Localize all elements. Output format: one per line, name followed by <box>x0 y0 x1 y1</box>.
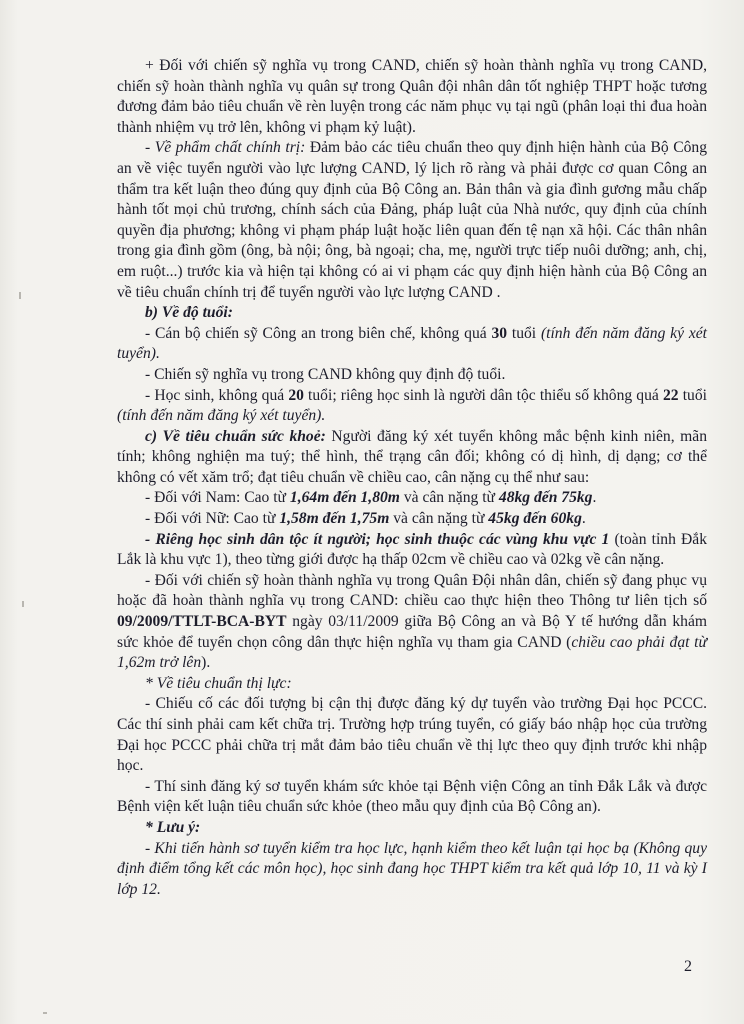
text-run: và cân nặng từ <box>399 489 499 507</box>
text-run: * Về tiêu chuẩn thị lực: <box>145 674 292 692</box>
text-run: - Riêng học sinh dân tộc ít người; học sinh thuộc các vùng khu vực 1 <box>145 530 610 548</box>
paragraph-male-requirements <box>117 488 707 509</box>
paragraph-note-grades <box>117 839 707 901</box>
text-run: - Về phẩm chất chính trị: <box>145 139 306 157</box>
text-run: và cân nặng từ <box>389 510 489 528</box>
paragraph-health-standard <box>117 427 707 489</box>
heading-eyesight <box>117 674 707 695</box>
text-run: 1,58m đến 1,75m <box>279 510 390 528</box>
text-run: 1,64m đến 1,80m <box>289 489 400 507</box>
text-run: - Học sinh, không quá <box>145 386 289 404</box>
text-run: 48kg đến 75kg <box>498 489 593 507</box>
text-run: 30 <box>491 324 508 342</box>
scan-mark <box>43 1012 47 1014</box>
text-run: tuổi; riêng học sinh là người dân tộc thiểu số không quá <box>303 386 663 404</box>
document-body <box>117 56 707 900</box>
text-run: Đảm bảo các tiêu chuẩn theo quy định hiện hành của Bộ Công an về việc tuyển người vào lực lượng CAND, lý lịch rõ ràng và phải được cơ quan Công an thẩm tra kết luận theo đúng quy định của Bộ Công an. Bản thân và gia đình gương mẫu chấp hành tốt mọi chủ trương, chính sách của Đảng, pháp luật của Nhà nước, quy định của chính quyền địa phương; không vi phạm pháp luật hoặc liên quan đến tệ nạn xã hội. Các thân nhân trong gia đình gồm (ông, bà nội; ông, bà ngoại; cha, mẹ, người trực tiếp nuôi dưỡng; anh, chị, em ruột...) trước kia và hiện tại không có ai vi phạm các quy định hiện hành của Bộ Công an về tiêu chuẩn chính trị để tuyển người vào lực lượng CAND . <box>117 139 708 301</box>
text-run: chiều cao phải đạt từ 1,62m trở lên <box>117 633 707 672</box>
paragraph-female-requirements <box>117 509 707 530</box>
text-run: - Đối với Nam: Cao từ <box>145 489 290 507</box>
text-run: tuổi <box>678 386 707 404</box>
text-run: c) Về tiêu chuẩn sức khoẻ: <box>145 427 326 445</box>
text-run: 22 <box>662 386 679 404</box>
text-run: ngày 03/11/2009 giữa Bộ Công an và Bộ Y tế hướng dẫn khám sức khỏe để tuyển chọn công dân thực hiện nghĩa vụ tham gia CAND ( <box>117 613 707 651</box>
text-run: - Thí sinh đăng ký sơ tuyển khám sức khỏe tại Bệnh viện Công an tỉnh Đắk Lắk và được Bệnh viện kết luận tiêu chuẩn sức khỏe (theo mẫu quy định của Bộ Công an). <box>117 777 707 816</box>
text-run: 09/2009/TTLT-BCA-BYT <box>117 613 287 631</box>
text-run: - Đối với chiến sỹ hoàn thành nghĩa vụ trong Quân Đội nhân dân, chiến sỹ đang phục vụ hoặc đã hoàn thành nghĩa vụ trong CAND: chiều cao thực hiện theo Thông tư liên tịch số <box>117 571 707 610</box>
text-run: tuổi <box>507 324 541 342</box>
text-run: 20 <box>288 386 304 404</box>
paragraph-ethnic-minority <box>117 530 707 571</box>
text-run: 45kg đến 60kg <box>488 510 582 528</box>
paragraph-age-officers <box>117 324 707 365</box>
scan-mark <box>19 292 21 299</box>
paragraph-health-exam <box>117 777 707 818</box>
paragraph-candidate-criteria <box>117 56 707 138</box>
text-run: - Cán bộ chiến sỹ Công an trong biên chế, không quá <box>145 324 492 342</box>
heading-note <box>117 818 707 839</box>
text-run: . <box>581 510 586 528</box>
text-run: - Đối với Nữ: Cao từ <box>145 510 280 528</box>
text-run: * Lưu ý: <box>145 818 201 836</box>
text-run: + Đối với chiến sỹ nghĩa vụ trong CAND, chiến sỹ hoàn thành nghĩa vụ trong CAND, chiến sỹ hoàn thành nghĩa vụ quân sự trong Quân đội nhân dân tốt nghiệp THPT hoặc tương đương đảm bảo tiêu chuẩn về rèn luyện trong các năm phục vụ tại ngũ (phân loại thi đua hoàn thành nhiệm vụ trở lên, không vi phạm kỷ luật). <box>117 57 707 136</box>
paragraph-myopia <box>117 694 707 776</box>
text-run: (tính đến năm đăng ký xét tuyển). <box>117 407 326 425</box>
scan-mark <box>22 601 24 607</box>
paragraph-soldiers-height <box>117 571 707 674</box>
paragraph-age-students <box>117 386 707 427</box>
paragraph-age-conscripts <box>117 365 707 386</box>
paragraph-political-quality <box>117 138 707 303</box>
text-run: - Chiếu cố các đối tượng bị cận thị được đăng ký dự tuyển vào trường Đại học PCCC. Các thí sinh phải cam kết chữa trị. Trường hợp trúng tuyển, có giấy báo nhập học của trường Đại học PCCC phải chữa trị mắt đảm bảo tiêu chuẩn về thị lực theo quy định trước khi nhập học. <box>117 695 707 775</box>
text-run: (tính đến năm đăng ký xét tuyển). <box>117 324 707 363</box>
text-run: ). <box>201 654 211 672</box>
page-number: 2 <box>684 958 692 975</box>
text-run: b) Về độ tuổi: <box>145 304 233 322</box>
text-run: (toàn tỉnh Đắk Lắk là khu vực 1), theo từng giới được hạ thấp 02cm về chiều cao và 02kg về cân nặng. <box>117 530 707 569</box>
text-run: Người đăng ký xét tuyển không mắc bệnh kinh niên, mãn tính; không nghiện ma tuý; thể hình, thể trạng cân đối; không có dị hình, dị dạng; cơ thể không có vết xăm trổ; đạt tiêu chuẩn về chiều cao, cân nặng cụ thể như sau: <box>117 427 707 486</box>
text-run: - Khi tiến hành sơ tuyển kiểm tra học lực, hạnh kiểm theo kết luận tại học bạ (Không quy định điểm tổng kết các môn học), học sinh đang học THPT kiểm tra kết quả lớp 10, 11 và kỳ I lớp 12. <box>117 839 707 898</box>
text-run: - Chiến sỹ nghĩa vụ trong CAND không quy định độ tuổi. <box>145 365 506 383</box>
heading-age <box>117 303 707 324</box>
text-run: . <box>592 489 597 507</box>
